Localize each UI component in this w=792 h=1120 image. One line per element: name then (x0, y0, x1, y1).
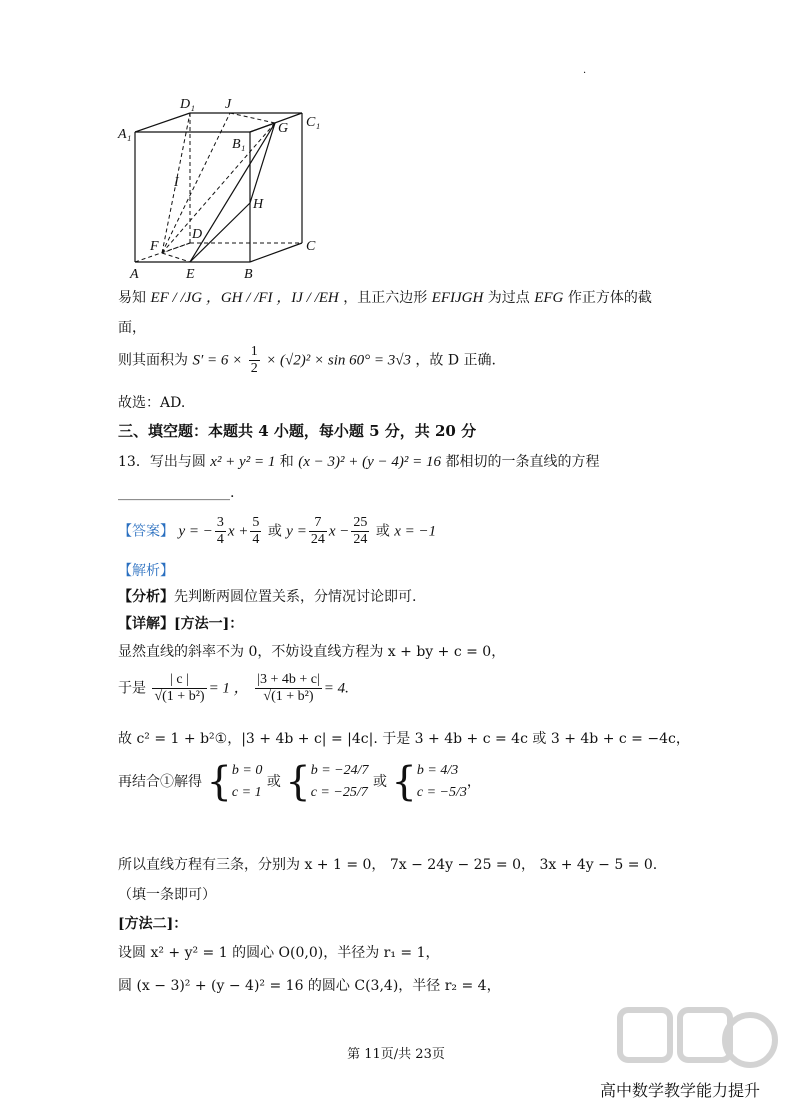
text-segment: 为过点 (487, 290, 530, 306)
answer-blank: ________________. (118, 485, 235, 501)
method2-heading: [方法二]： (118, 916, 188, 932)
brace: { (206, 759, 232, 805)
brace: { (285, 759, 311, 805)
area-formula: S′ = 6 × (192, 352, 243, 369)
area-formula-line (118, 344, 496, 384)
label-A1: A₁ (118, 127, 132, 142)
system-2: b = −24/7 c = −25/7 (310, 763, 369, 800)
choice-line: 故选：AD. (118, 395, 186, 411)
fraction: $\frac{5}{4}$ (252, 515, 260, 547)
text-segment: 作正方体的截 (567, 290, 652, 306)
fraction: $\frac{7}{24}$ (310, 515, 325, 547)
circle1-eq: x² + y² = 1 (210, 454, 276, 470)
label-G: G (278, 121, 289, 136)
label-D: D (192, 227, 203, 242)
label-D1: D₁ (180, 97, 195, 112)
math-segment: x + (227, 523, 249, 540)
method2-line2: 圆 (x − 3)² + (y − 4)² = 16 的圆心 C(3,4)，半径 r₂ = 4， (118, 978, 501, 994)
label-A: A (130, 267, 139, 282)
brace: { (391, 759, 417, 805)
text-segment: 或 (266, 774, 281, 790)
question-13 (118, 452, 599, 472)
method1-note: （填一条即可） (118, 887, 216, 903)
text-segment: 易知 (118, 290, 146, 306)
method1-line1: 显然直线的斜率不为 0，不妨设直线方程为 x + by + c = 0， (118, 644, 506, 660)
text-segment: 则其面积为 (118, 352, 188, 369)
text-segment: 13．写出与圆 (118, 454, 206, 470)
text-segment: 于是 (118, 680, 146, 697)
fenxi-tag: 【分析】 (118, 589, 174, 605)
answer-line (118, 515, 436, 555)
label-F: F (150, 239, 159, 254)
text-segment: 都相切的一条直线的方程 (445, 454, 600, 470)
fenxi-line (118, 587, 416, 607)
math-segment: y = − (178, 523, 213, 540)
method2-line1: 设圆 x² + y² = 1 的圆心 O(0,0)，半径为 r₁ = 1， (118, 945, 440, 961)
label-J: J (225, 97, 232, 112)
area-formula-rest: × (√2)² × sin 60° = 3√3 (266, 352, 411, 369)
xiangjie-heading: 【详解】[方法一]： (118, 616, 244, 632)
watermark-text: 高中数学教学能力提升 (600, 1081, 761, 1100)
fraction-distance2: $\frac{|3 + 4b + c|}{\text{√(1 + b²)}}$ (257, 672, 320, 704)
label-C: C (306, 239, 316, 254)
math-segment: EFIJGH (431, 290, 484, 306)
text-segment: 或 (375, 523, 390, 540)
fraction: $\frac{3}{4}$ (216, 515, 224, 547)
fraction-distance1: $\frac{| c |}{\text{√(1 + b²)}}$ (154, 672, 205, 704)
text-segment: ，故 D 正确. (415, 352, 496, 369)
fraction: $\frac{25}{24}$ (353, 515, 368, 547)
text-segment: 和 (279, 454, 294, 470)
page-footer: 第 11页/共 23页 (347, 1047, 445, 1062)
label-C1: C₁ (306, 115, 321, 130)
jiexi-tag: 【解析】 (118, 563, 174, 579)
math-segment: EF / /JG ，GH / /FI ，IJ / /EH (150, 290, 339, 306)
method1-line3: 故 c² = 1 + b²①，|3 + 4b + c| = |4c|. 于是 3 + 4b + c = 4c 或 3 + 4b + c = −4c， (118, 731, 690, 747)
text-segment: 再结合①解得 (118, 774, 202, 790)
section-heading: 三、填空题：本题共 4 小题，每小题 5 分，共 20 分 (118, 422, 477, 440)
label-B1: B₁ (232, 137, 246, 152)
stray-dot: · (583, 68, 587, 79)
text-segment: 或 (372, 774, 387, 790)
fenxi-text: 先判断两圆位置关系，分情况讨论即可. (174, 589, 417, 605)
label-H: H (253, 197, 264, 212)
text-segment: ，且正六边形 (343, 290, 428, 306)
math-segment: y = (286, 523, 307, 540)
math-segment: x − (328, 523, 350, 540)
method1-line5: 所以直线方程有三条，分别为 x + 1 = 0， 7x − 24y − 25 = 0， 3x + 4y − 5 = 0. (118, 857, 658, 873)
method1-systems: 再结合①解得 {b = 0 c = 1 或 {b = −24/7 c = −25/7 或 {b = 4/3 c = −5/3， (118, 759, 481, 805)
math-segment: = 1 ， (208, 680, 249, 697)
math-segment: EFG (534, 290, 564, 306)
system-3: b = 4/3 c = −5/3 (416, 763, 467, 800)
cube-figure (110, 88, 340, 288)
label-B: B (244, 267, 253, 282)
text-segment: 或 (267, 523, 282, 540)
math-segment: x = −1 (394, 523, 437, 540)
label-E: E (186, 267, 195, 282)
label-I: I (174, 175, 179, 190)
method1-distance-eqs (118, 672, 349, 716)
answer-tag: 【答案】 (118, 523, 174, 540)
text-line-mian: 面， (118, 320, 146, 336)
circle2-eq: (x − 3)² + (y − 4)² = 16 (298, 454, 442, 470)
math-segment: = 4. (323, 680, 349, 697)
text-line-parallel (118, 288, 652, 308)
system-1: b = 0 c = 1 (231, 763, 263, 800)
fraction-half: $\frac{1}{2}$ (250, 344, 258, 376)
